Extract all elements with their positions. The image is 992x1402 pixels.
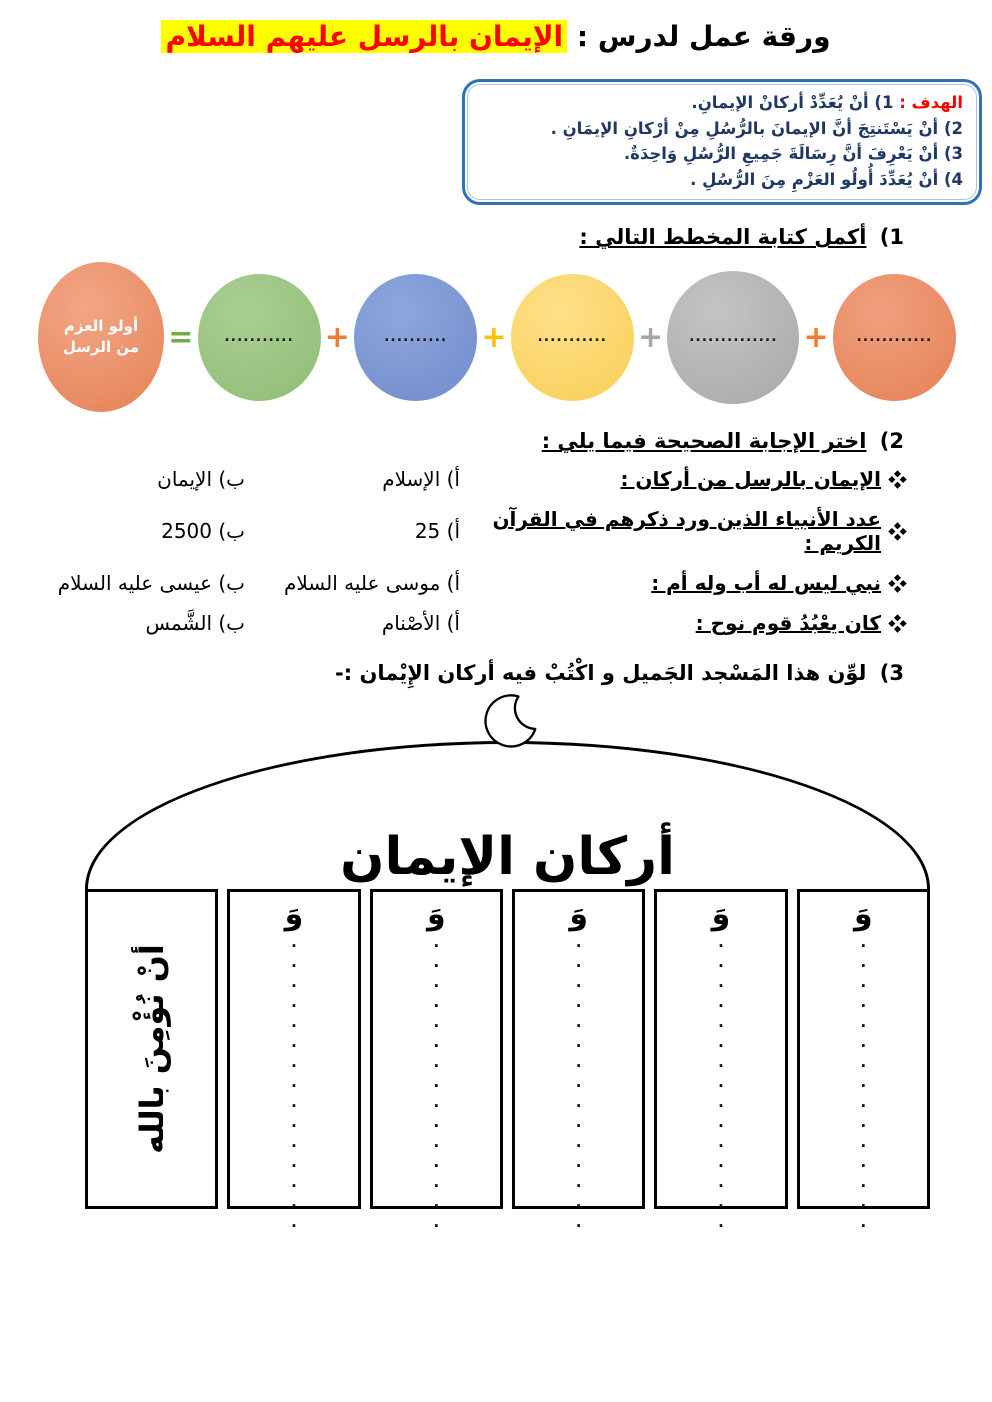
pillar-and-prefix: وَ [426,897,446,933]
pillar-belief-in-allah [85,889,218,1209]
question-2-number: 2) [879,429,904,454]
quiz-row [30,571,904,595]
objective-item-3: 3) أنْ يَعْرِفَ أنَّ رِسَالَةَ جَمِيعِ الرُّسُلِ وَاحِدَةٌ. [623,144,963,164]
diamond-bullet-icon [888,574,906,592]
diamond-bullet-icon [888,522,906,540]
plus-sign: + [637,319,664,355]
blank-dots: .......... [384,329,448,346]
question-2-heading [0,429,904,453]
option-b: ب) الشَّمس [145,611,245,636]
option-b: ب) عيسى عليه السلام [57,571,245,596]
mosque-pillars [85,889,930,1234]
pillar-fill-dots: ............... [854,933,873,1234]
plus-sign: + [481,319,507,355]
equals-sign: = [168,319,194,355]
pillar-and-prefix: وَ [711,897,731,933]
multiple-choice-section [30,467,904,635]
pillar-fill-dots: ............... [284,933,303,1234]
pillar-blank-4 [654,889,787,1234]
question-3-title: لوِّن هذا المَسْجد الجَميل و اكْتُبْ فيه أركان الإِيْمان :- [335,661,867,686]
option-a: أ) الإسلام [382,467,460,492]
page-title [0,20,992,53]
quiz-question: الإيمان بالرسل من أركان : [620,467,881,492]
quiz-row [30,611,904,635]
pillar-and-prefix: وَ [853,897,873,933]
blank-dots: ........... [537,329,607,346]
completion-diagram [38,261,956,413]
question-1-heading [0,225,904,249]
pillar-fill-dots: ............... [569,933,588,1234]
quiz-question: نبي ليس له أب وله أم : [651,571,881,596]
option-a: أ) الأصْنام [381,611,460,636]
quiz-question: عدد الأنبياء الذين ورد ذكرهم في القرآن الكريم : [492,507,881,556]
diagram-blank-circle-1 [198,274,321,401]
option-b: ب) الإيمان [157,467,245,492]
crescent-icon [477,693,539,751]
dome-title: أركان الإيمان [340,827,675,888]
diagram-label-circle [38,262,164,412]
question-2-title: اختر الإجابة الصحيحة فيما يلي : [541,429,867,454]
diamond-bullet-icon [888,614,906,632]
pillar-text: أنْ نُؤْمِنَ بالله [132,944,171,1155]
objective-line [481,90,963,116]
option-a: أ) 25 [414,519,460,544]
label-circle-line-1: أولو العزم [63,317,139,336]
pillar-blank-3 [512,889,645,1234]
blank-dots: .............. [689,329,778,346]
title-lesson-name: الإيمان بالرسل عليهم السلام [161,20,567,53]
option-b: ب) 2500 [161,519,245,544]
plus-sign: + [324,319,350,355]
diagram-blank-circle-4 [667,271,799,404]
objective-item-1: 1) أنْ يُعَدِّدْ أركانْ الإيمانِ. [691,93,894,112]
objective-item-2: 2) أنْ يَسْتَنتِجَ أنَّ الإيمانَ بالرُّسُلِ مِنْ أرْكانِ الإيمَانِ . [550,118,963,138]
objectives-box [462,79,982,205]
question-3-number: 3) [879,661,904,686]
pillar-blank-2 [370,889,503,1234]
pillar-blank-1 [227,889,360,1234]
diamond-bullet-icon [888,470,906,488]
mosque-drawing [85,693,930,1234]
quiz-row [30,507,904,555]
objective-item-4: 4) أنْ يُعَدِّدَ أُولُو العَزْمِ مِنَ الرُّسُلِ . [690,169,963,189]
pillar-and-prefix: وَ [569,897,588,933]
quiz-row [30,467,904,491]
pillar-and-prefix: وَ [284,897,304,933]
question-1-number: 1) [879,225,904,250]
question-1-title: أكمل كتابة المخطط التالي : [579,225,867,250]
quiz-question: كان يعْبُدُ قوم نوح : [695,611,881,636]
blank-dots: ............ [856,329,933,346]
pillar-fill-dots: ............... [711,933,730,1234]
option-a: أ) موسى عليه السلام [283,571,460,596]
objectives-label: الهدف : [899,93,963,112]
diagram-blank-circle-3 [511,274,634,401]
pillar-fill-dots: ............... [427,933,446,1234]
diagram-blank-circle-5 [833,274,956,401]
question-3-heading [0,661,904,685]
title-prefix: ورقة عمل لدرس : [576,20,831,53]
blank-dots: ........... [224,329,294,346]
mosque-dome [85,741,930,889]
plus-sign: + [803,319,829,355]
label-circle-line-2: من الرسل [62,338,140,357]
pillar-blank-5 [797,889,930,1234]
diagram-blank-circle-2 [354,274,477,401]
